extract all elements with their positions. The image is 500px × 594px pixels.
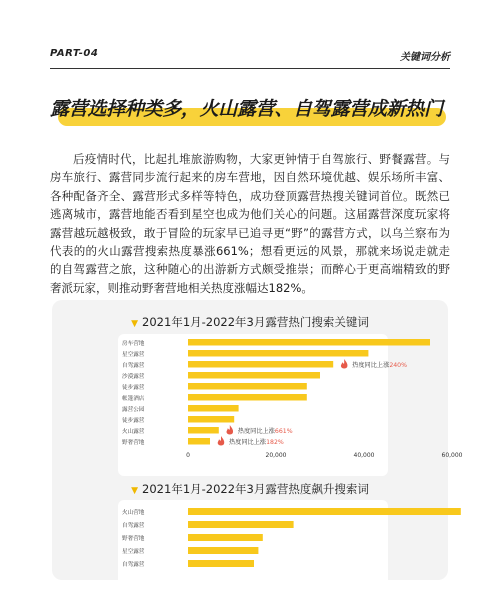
chart2-bar	[188, 547, 258, 554]
chart1-bar	[188, 372, 320, 379]
chart1-bar	[188, 427, 219, 434]
chart1-tick-label: 60,000	[441, 452, 463, 459]
flame-icon	[227, 425, 234, 435]
chart1-bar	[188, 350, 368, 357]
flame-icon	[341, 359, 348, 369]
chart2-bar	[188, 508, 461, 515]
flame-shape	[341, 359, 348, 369]
flame-shape	[218, 436, 225, 446]
top-divider	[50, 68, 450, 69]
section-label: 关键词分析	[400, 52, 450, 63]
headline: 露营选择种类多，火山露营、自驾露营成新热门	[50, 98, 443, 120]
chart1-card	[118, 334, 463, 476]
triangle-down-icon: ▼	[131, 486, 139, 496]
chart2-category-label: 自驾露营	[122, 562, 145, 568]
chart1-annotation-value: 182%	[266, 438, 284, 446]
part-label: PART-04	[50, 48, 99, 59]
chart1-category-label: 星空露营	[122, 351, 145, 358]
chart2-svg	[118, 500, 388, 590]
chart2-title: 2021年1月-2022年3月露营热度飙升搜索词	[142, 482, 369, 496]
chart-panel	[52, 300, 463, 580]
headline-block	[50, 92, 450, 128]
chart1-category-label: 徒步露营	[122, 417, 145, 424]
chart1-annotation-label: 热度同比上涨661%	[237, 427, 293, 435]
chart2-category-label: 自驾露营	[122, 523, 145, 529]
chart1-bar	[188, 383, 307, 390]
chart1-title: 2021年1月-2022年3月露营热门搜索关键词	[142, 315, 369, 329]
chart2-category-label: 野奢营地	[122, 536, 145, 542]
chart1-tick-label: 20,000	[265, 452, 287, 459]
chart1-bar	[188, 416, 234, 423]
chart1-category-label: 野奢营地	[122, 439, 145, 446]
top-bar	[50, 48, 450, 68]
chart1-annotation-value: 661%	[274, 427, 293, 435]
chart2-bar	[188, 560, 254, 567]
chart1-bar	[188, 339, 430, 346]
chart1-bar	[188, 438, 210, 445]
chart1-category-label: 沙漠露营	[122, 373, 145, 380]
body-paragraph: 后疫情时代，比起扎堆旅游购物，大家更钟情于自驾旅行、野餐露营。与房车旅行、露营同步流行起来的房车营地，因自然环境优越、娱乐场所丰富、各种配备齐全、露营形式多样等特色，成功登顶露营热搜关键词首位。既然已逃离城市，露营地能否看到星空也成为他们关心的问题。这届露营深度玩家将露营越玩越极致，敢于冒险的玩家早已追寻更“野”的露营方式，以乌兰察布为代表的的火山露营搜索热度暴涨661%；想看更远的风景，那就来场说走就走的自驾露营之旅，这种随心的出游新方式颇受推崇；而醉心于更高端精致的野奢派玩家，则推动野奢营地相关热度涨幅达182%。	[50, 152, 450, 295]
chart2-category-label: 星空露营	[122, 549, 145, 555]
chart1-category-label: 徒步露营	[122, 384, 145, 391]
chart1-category-label: 火山露营	[122, 428, 145, 435]
chart1-svg	[118, 334, 463, 476]
chart2-category-label: 火山营地	[122, 510, 145, 516]
chart1-annotation-value: 240%	[389, 361, 408, 369]
chart1-annotation-label: 热度同比上涨240%	[352, 361, 408, 369]
chart1-tick-label: 0	[186, 452, 190, 459]
chart2-title-row	[52, 481, 448, 497]
chart1-category-label: 露营公园	[122, 406, 145, 413]
flame-icon	[218, 436, 225, 446]
chart1-category-label: 帐篷酒店	[122, 395, 145, 402]
flame-shape	[227, 425, 234, 435]
chart2-bar	[188, 521, 294, 528]
chart1-bar	[188, 361, 333, 368]
chart2-bar	[188, 534, 263, 541]
triangle-down-icon: ▼	[131, 319, 139, 329]
chart1-annotation-label: 热度同比上涨182%	[229, 438, 284, 446]
chart1-category-label: 自驾露营	[122, 362, 145, 369]
chart2-card	[118, 500, 388, 590]
chart1-title-row	[52, 314, 448, 330]
chart1-category-label: 房车营地	[122, 340, 145, 347]
chart1-bar	[188, 394, 307, 401]
chart1-tick-label: 40,000	[353, 452, 375, 459]
chart1-bar	[188, 405, 239, 412]
